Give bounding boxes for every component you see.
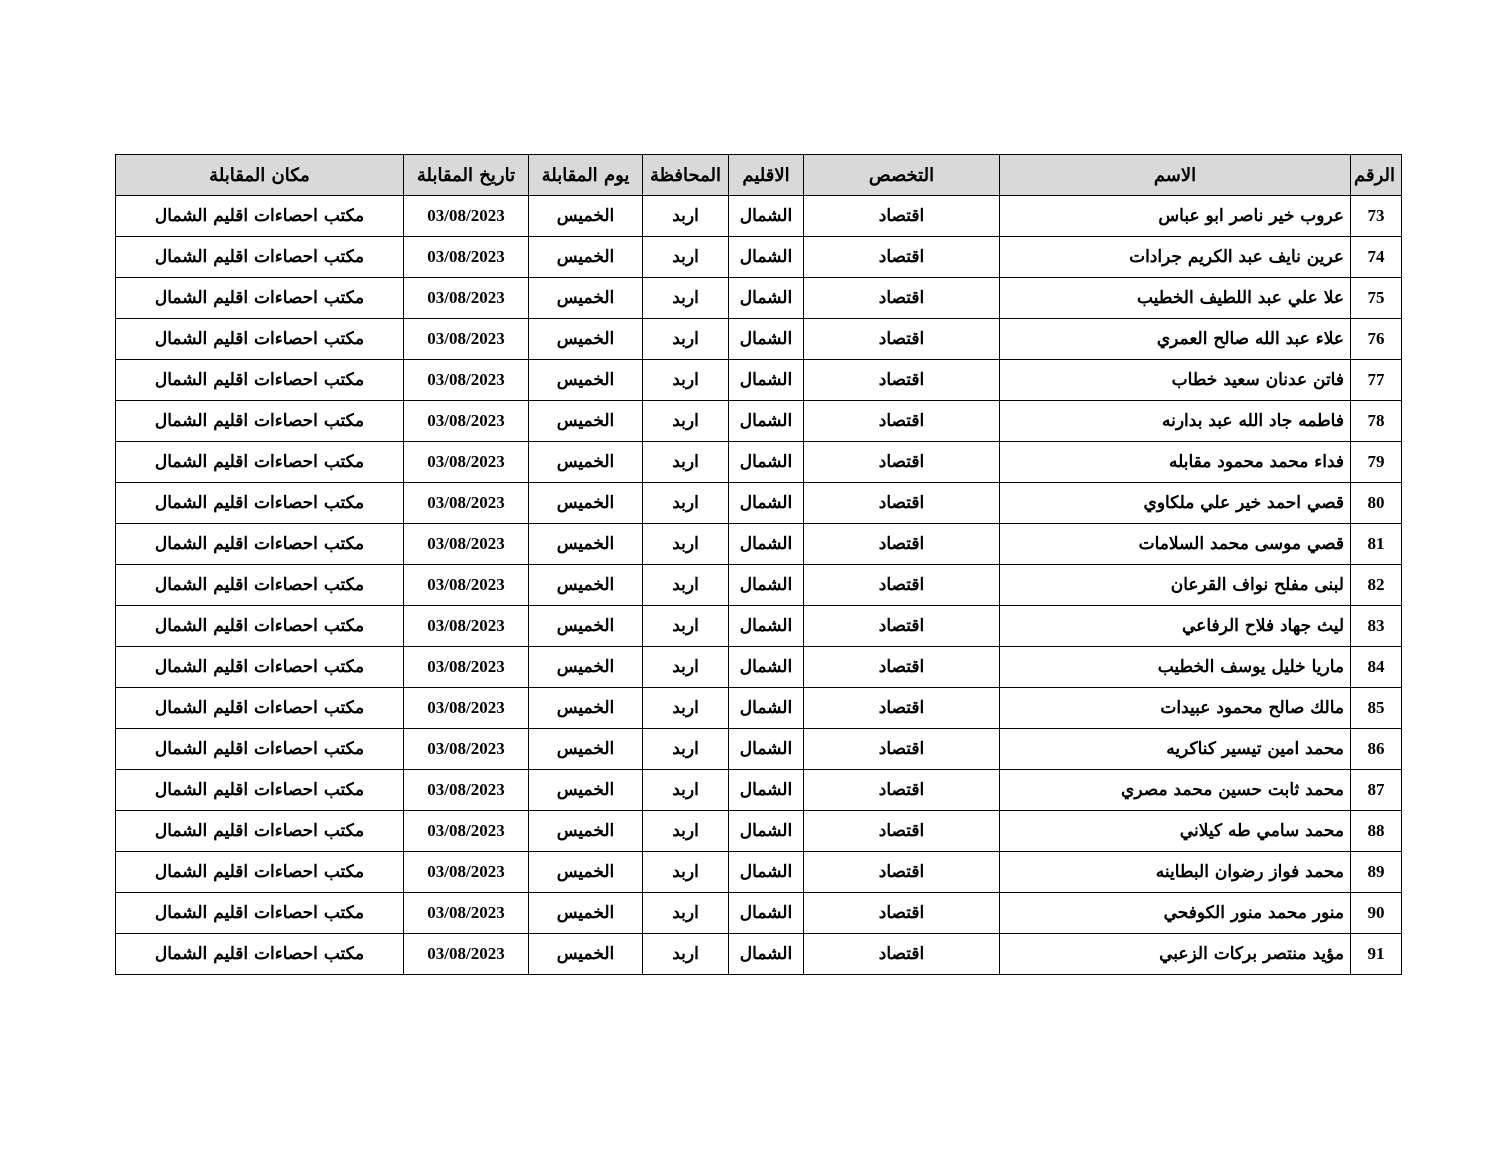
cell-interview-place: مكتب احصاءات اقليم الشمال [116, 237, 404, 278]
cell-name: محمد فواز رضوان البطاينه [1000, 852, 1351, 893]
cell-interview-place: مكتب احصاءات اقليم الشمال [116, 483, 404, 524]
interview-schedule-table [115, 154, 1402, 975]
cell-name: علا علي عبد اللطيف الخطيب [1000, 278, 1351, 319]
cell-interview-place: مكتب احصاءات اقليم الشمال [116, 729, 404, 770]
cell-num: 79 [1351, 442, 1402, 483]
cell-name: فاتن عدنان سعيد خطاب [1000, 360, 1351, 401]
cell-governorate: اربد [643, 934, 729, 975]
table-row [116, 934, 1402, 975]
table-row [116, 401, 1402, 442]
cell-interview-day: الخميس [529, 196, 643, 237]
cell-governorate: اربد [643, 442, 729, 483]
cell-specialization: اقتصاد [804, 893, 1000, 934]
cell-interview-date: 03/08/2023 [404, 360, 529, 401]
cell-interview-date: 03/08/2023 [404, 565, 529, 606]
header-interview-place: مكان المقابلة [116, 155, 404, 196]
cell-interview-place: مكتب احصاءات اقليم الشمال [116, 278, 404, 319]
cell-name: محمد سامي طه كيلاني [1000, 811, 1351, 852]
cell-num: 89 [1351, 852, 1402, 893]
cell-num: 75 [1351, 278, 1402, 319]
cell-specialization: اقتصاد [804, 647, 1000, 688]
cell-num: 83 [1351, 606, 1402, 647]
header-name: الاسم [1000, 155, 1351, 196]
cell-region: الشمال [729, 893, 804, 934]
cell-governorate: اربد [643, 483, 729, 524]
cell-num: 86 [1351, 729, 1402, 770]
cell-name: مؤيد منتصر بركات الزعبي [1000, 934, 1351, 975]
cell-region: الشمال [729, 278, 804, 319]
cell-region: الشمال [729, 319, 804, 360]
cell-governorate: اربد [643, 237, 729, 278]
cell-specialization: اقتصاد [804, 442, 1000, 483]
cell-interview-day: الخميس [529, 852, 643, 893]
cell-specialization: اقتصاد [804, 852, 1000, 893]
table-row [116, 360, 1402, 401]
table-row [116, 483, 1402, 524]
cell-interview-place: مكتب احصاءات اقليم الشمال [116, 524, 404, 565]
cell-interview-place: مكتب احصاءات اقليم الشمال [116, 196, 404, 237]
cell-governorate: اربد [643, 401, 729, 442]
cell-specialization: اقتصاد [804, 770, 1000, 811]
cell-specialization: اقتصاد [804, 196, 1000, 237]
cell-name: عروب خير ناصر ابو عباس [1000, 196, 1351, 237]
header-interview-day: يوم المقابلة [529, 155, 643, 196]
cell-interview-place: مكتب احصاءات اقليم الشمال [116, 852, 404, 893]
cell-specialization: اقتصاد [804, 729, 1000, 770]
cell-interview-date: 03/08/2023 [404, 319, 529, 360]
cell-region: الشمال [729, 237, 804, 278]
cell-num: 74 [1351, 237, 1402, 278]
cell-interview-date: 03/08/2023 [404, 196, 529, 237]
cell-governorate: اربد [643, 688, 729, 729]
table-row [116, 278, 1402, 319]
cell-name: محمد ثابت حسين محمد مصري [1000, 770, 1351, 811]
cell-name: علاء عبد الله صالح العمري [1000, 319, 1351, 360]
cell-name: فداء محمد محمود مقابله [1000, 442, 1351, 483]
cell-governorate: اربد [643, 729, 729, 770]
header-row [116, 155, 1402, 196]
table-row [116, 565, 1402, 606]
table-row [116, 688, 1402, 729]
cell-num: 80 [1351, 483, 1402, 524]
cell-interview-day: الخميس [529, 770, 643, 811]
cell-interview-date: 03/08/2023 [404, 401, 529, 442]
cell-interview-place: مكتب احصاءات اقليم الشمال [116, 811, 404, 852]
cell-interview-day: الخميس [529, 319, 643, 360]
cell-num: 77 [1351, 360, 1402, 401]
cell-region: الشمال [729, 729, 804, 770]
cell-governorate: اربد [643, 565, 729, 606]
cell-interview-date: 03/08/2023 [404, 442, 529, 483]
cell-interview-day: الخميس [529, 729, 643, 770]
cell-interview-day: الخميس [529, 360, 643, 401]
table-row [116, 893, 1402, 934]
table-row [116, 319, 1402, 360]
cell-num: 81 [1351, 524, 1402, 565]
cell-region: الشمال [729, 934, 804, 975]
cell-num: 90 [1351, 893, 1402, 934]
cell-interview-date: 03/08/2023 [404, 606, 529, 647]
cell-interview-place: مكتب احصاءات اقليم الشمال [116, 606, 404, 647]
cell-region: الشمال [729, 770, 804, 811]
table-row [116, 647, 1402, 688]
table-row [116, 811, 1402, 852]
cell-interview-day: الخميس [529, 565, 643, 606]
cell-name: محمد امين تيسير كناكريه [1000, 729, 1351, 770]
cell-interview-day: الخميس [529, 893, 643, 934]
cell-governorate: اربد [643, 360, 729, 401]
cell-interview-day: الخميس [529, 483, 643, 524]
cell-interview-date: 03/08/2023 [404, 688, 529, 729]
table-row [116, 524, 1402, 565]
cell-interview-date: 03/08/2023 [404, 770, 529, 811]
cell-governorate: اربد [643, 196, 729, 237]
cell-specialization: اقتصاد [804, 811, 1000, 852]
cell-interview-place: مكتب احصاءات اقليم الشمال [116, 893, 404, 934]
table-row [116, 852, 1402, 893]
cell-interview-day: الخميس [529, 442, 643, 483]
cell-region: الشمال [729, 606, 804, 647]
cell-num: 78 [1351, 401, 1402, 442]
cell-region: الشمال [729, 401, 804, 442]
cell-specialization: اقتصاد [804, 524, 1000, 565]
cell-specialization: اقتصاد [804, 688, 1000, 729]
cell-interview-day: الخميس [529, 278, 643, 319]
cell-interview-date: 03/08/2023 [404, 237, 529, 278]
table-body [116, 196, 1402, 975]
cell-region: الشمال [729, 852, 804, 893]
cell-interview-day: الخميس [529, 401, 643, 442]
cell-name: قصي احمد خير علي ملكاوي [1000, 483, 1351, 524]
cell-interview-date: 03/08/2023 [404, 483, 529, 524]
cell-name: مالك صالح محمود عبيدات [1000, 688, 1351, 729]
cell-interview-day: الخميس [529, 237, 643, 278]
cell-interview-date: 03/08/2023 [404, 893, 529, 934]
cell-specialization: اقتصاد [804, 237, 1000, 278]
cell-specialization: اقتصاد [804, 319, 1000, 360]
cell-region: الشمال [729, 811, 804, 852]
cell-interview-place: مكتب احصاءات اقليم الشمال [116, 565, 404, 606]
cell-interview-place: مكتب احصاءات اقليم الشمال [116, 442, 404, 483]
cell-interview-place: مكتب احصاءات اقليم الشمال [116, 688, 404, 729]
cell-governorate: اربد [643, 319, 729, 360]
table-header [116, 155, 1402, 196]
cell-governorate: اربد [643, 770, 729, 811]
cell-specialization: اقتصاد [804, 565, 1000, 606]
cell-interview-day: الخميس [529, 524, 643, 565]
cell-governorate: اربد [643, 278, 729, 319]
cell-region: الشمال [729, 647, 804, 688]
cell-region: الشمال [729, 360, 804, 401]
cell-name: منور محمد منور الكوفحي [1000, 893, 1351, 934]
cell-governorate: اربد [643, 811, 729, 852]
cell-specialization: اقتصاد [804, 360, 1000, 401]
cell-num: 82 [1351, 565, 1402, 606]
cell-interview-date: 03/08/2023 [404, 278, 529, 319]
cell-governorate: اربد [643, 606, 729, 647]
cell-specialization: اقتصاد [804, 483, 1000, 524]
cell-interview-day: الخميس [529, 688, 643, 729]
table-row [116, 770, 1402, 811]
cell-interview-place: مكتب احصاءات اقليم الشمال [116, 770, 404, 811]
cell-interview-day: الخميس [529, 934, 643, 975]
cell-name: عرين نايف عبد الكريم جرادات [1000, 237, 1351, 278]
cell-interview-day: الخميس [529, 647, 643, 688]
cell-interview-date: 03/08/2023 [404, 811, 529, 852]
header-region: الاقليم [729, 155, 804, 196]
cell-interview-date: 03/08/2023 [404, 852, 529, 893]
cell-governorate: اربد [643, 524, 729, 565]
cell-interview-place: مكتب احصاءات اقليم الشمال [116, 401, 404, 442]
cell-num: 88 [1351, 811, 1402, 852]
cell-num: 84 [1351, 647, 1402, 688]
header-governorate: المحافظة [643, 155, 729, 196]
cell-num: 73 [1351, 196, 1402, 237]
table-row [116, 196, 1402, 237]
cell-name: ليث جهاد فلاح الرفاعي [1000, 606, 1351, 647]
cell-specialization: اقتصاد [804, 934, 1000, 975]
cell-num: 76 [1351, 319, 1402, 360]
cell-region: الشمال [729, 483, 804, 524]
cell-specialization: اقتصاد [804, 606, 1000, 647]
cell-region: الشمال [729, 442, 804, 483]
cell-region: الشمال [729, 524, 804, 565]
cell-interview-day: الخميس [529, 606, 643, 647]
cell-region: الشمال [729, 196, 804, 237]
cell-interview-day: الخميس [529, 811, 643, 852]
cell-name: لبنى مفلح نواف القرعان [1000, 565, 1351, 606]
cell-interview-date: 03/08/2023 [404, 647, 529, 688]
cell-governorate: اربد [643, 647, 729, 688]
cell-num: 87 [1351, 770, 1402, 811]
cell-governorate: اربد [643, 893, 729, 934]
header-specialization: التخصص [804, 155, 1000, 196]
cell-num: 85 [1351, 688, 1402, 729]
cell-interview-place: مكتب احصاءات اقليم الشمال [116, 319, 404, 360]
cell-interview-place: مكتب احصاءات اقليم الشمال [116, 360, 404, 401]
cell-region: الشمال [729, 688, 804, 729]
table-row [116, 442, 1402, 483]
header-num: الرقم [1351, 155, 1402, 196]
cell-interview-date: 03/08/2023 [404, 934, 529, 975]
cell-num: 91 [1351, 934, 1402, 975]
table-row [116, 606, 1402, 647]
cell-name: قصي موسى محمد السلامات [1000, 524, 1351, 565]
cell-interview-place: مكتب احصاءات اقليم الشمال [116, 647, 404, 688]
table-row [116, 237, 1402, 278]
cell-specialization: اقتصاد [804, 278, 1000, 319]
header-interview-date: تاريخ المقابلة [404, 155, 529, 196]
cell-interview-date: 03/08/2023 [404, 729, 529, 770]
cell-name: ماريا خليل يوسف الخطيب [1000, 647, 1351, 688]
cell-region: الشمال [729, 565, 804, 606]
cell-interview-place: مكتب احصاءات اقليم الشمال [116, 934, 404, 975]
cell-specialization: اقتصاد [804, 401, 1000, 442]
table-row [116, 729, 1402, 770]
cell-interview-date: 03/08/2023 [404, 524, 529, 565]
cell-name: فاطمه جاد الله عبد بدارنه [1000, 401, 1351, 442]
cell-governorate: اربد [643, 852, 729, 893]
